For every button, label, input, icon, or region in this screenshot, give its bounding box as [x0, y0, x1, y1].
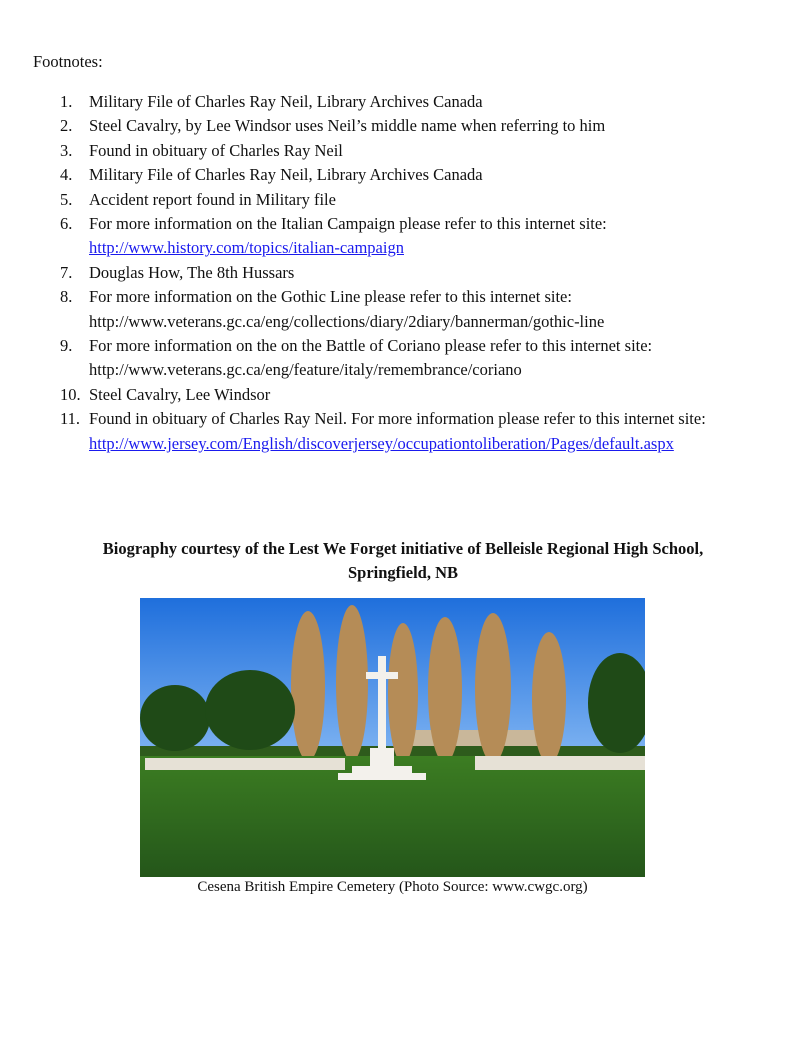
footnote-item — [60, 212, 780, 261]
footnote-item — [60, 139, 780, 163]
footnote-number: 2. — [60, 116, 73, 136]
footnote-text: Steel Cavalry, by Lee Windsor uses Neil’s middle name when referring to him — [89, 116, 606, 136]
footnote-number: 8. — [60, 287, 73, 307]
footnote-text: For more information on the Gothic Line please refer to this internet site: — [89, 287, 572, 307]
footnote-text: Accident report found in Military file — [89, 189, 336, 209]
footnote-item — [60, 261, 780, 285]
footnote-text: For more information on the Italian Campaign please refer to this internet site: — [89, 214, 607, 234]
footnote-url-gothic-line: http://www.veterans.gc.ca/eng/collections/diary/2diary/bannerman/gothic-line — [89, 311, 605, 331]
footnote-number: 11. — [60, 409, 81, 429]
footnote-item — [60, 407, 780, 456]
footnote-text: Found in obituary of Charles Ray Neil — [89, 140, 343, 160]
footnote-number: 1. — [60, 92, 73, 111]
footnote-text: Douglas How, The 8th Hussars — [89, 262, 295, 282]
footnote-item — [60, 285, 780, 334]
footnote-item — [60, 334, 780, 383]
footnotes-list — [60, 90, 780, 456]
footnote-item — [60, 188, 780, 212]
footnote-number: 3. — [60, 140, 73, 160]
biography-credit — [20, 537, 786, 585]
photo-caption: Cesena British Empire Cemetery (Photo Source: www.cwgc.org) — [197, 879, 588, 895]
footnote-link-jersey[interactable]: http://www.jersey.com/English/discoverjersey/occupationtoliberation/Pages/default.aspx — [89, 433, 674, 453]
footnote-number: 7. — [60, 262, 73, 282]
credit-line-1: Biography courtesy of the Lest We Forget initiative of Belleisle Regional High School, — [102, 539, 704, 558]
footnote-link-italian-campaign[interactable]: http://www.history.com/topics/italian-campaign — [89, 238, 404, 258]
footnote-number: 6. — [60, 214, 73, 234]
footnote-text: Found in obituary of Charles Ray Neil. For more information please refer to this internet site: — [89, 409, 706, 429]
footnote-text: Military File of Charles Ray Neil, Library Archives Canada — [89, 165, 483, 185]
footnote-number: 4. — [60, 165, 73, 185]
footnotes-heading: Footnotes: — [33, 52, 103, 71]
footnote-text: Steel Cavalry, Lee Windsor — [89, 384, 271, 404]
footnote-item — [60, 90, 780, 114]
cemetery-photo — [140, 598, 645, 877]
credit-line-2: Springfield, NB — [347, 563, 459, 582]
footnote-item — [60, 163, 780, 187]
footnote-item — [60, 114, 780, 138]
footnote-url-coriano: http://www.veterans.gc.ca/eng/feature/italy/remembrance/coriano — [89, 360, 522, 380]
footnote-item — [60, 383, 780, 407]
footnote-number: 5. — [60, 189, 73, 209]
footnote-text: For more information on the on the Battle of Coriano please refer to this internet site: — [89, 336, 653, 356]
footnote-number: 10. — [60, 384, 81, 404]
footnote-number: 9. — [60, 336, 73, 356]
footnote-text: Military File of Charles Ray Neil, Library Archives Canada — [89, 92, 483, 111]
